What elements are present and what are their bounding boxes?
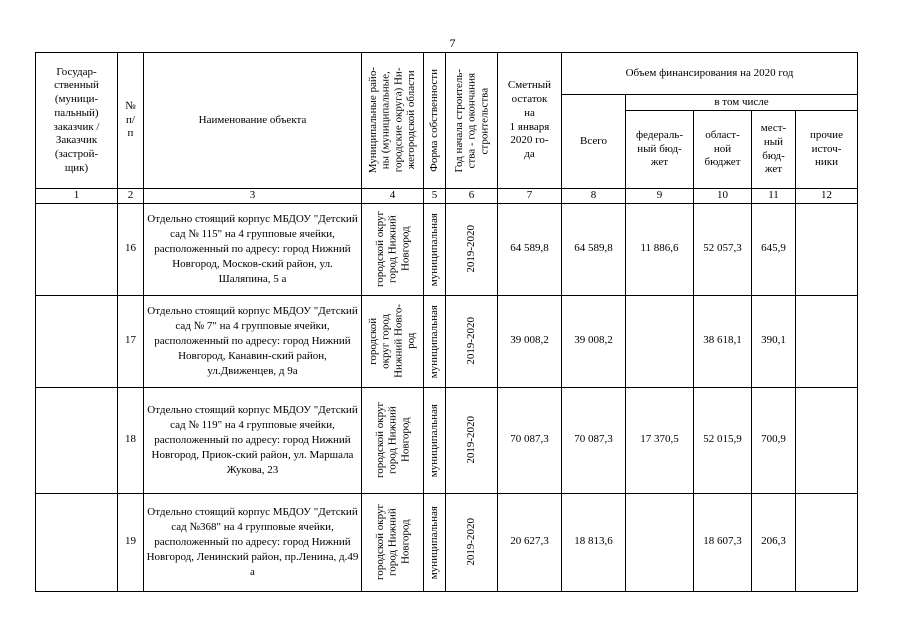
- column-number: 10: [694, 189, 752, 204]
- cell-years: 2019-2020: [446, 295, 498, 387]
- cell-customer: [36, 203, 118, 295]
- cell-estimate: 39 008,2: [498, 295, 562, 387]
- header-estimate: Сметный остаток на 1 января 2020 го- да: [498, 53, 562, 189]
- financing-table: [35, 52, 858, 592]
- column-number: 4: [362, 189, 424, 204]
- column-number: 2: [118, 189, 144, 204]
- cell-years: 2019-2020: [446, 493, 498, 591]
- header-including: в том числе: [626, 95, 858, 111]
- cell-years: 2019-2020: [446, 387, 498, 493]
- cell-local: 645,9: [752, 203, 796, 295]
- cell-num: 18: [118, 387, 144, 493]
- cell-estimate: 20 627,3: [498, 493, 562, 591]
- column-number: 6: [446, 189, 498, 204]
- cell-num: 17: [118, 295, 144, 387]
- cell-customer: [36, 295, 118, 387]
- cell-regional: 38 618,1: [694, 295, 752, 387]
- header-financing: Объем финансирования на 2020 год: [562, 53, 858, 95]
- cell-district: городской округ город Нижний Новгород: [362, 493, 424, 591]
- cell-num: 16: [118, 203, 144, 295]
- header-total: Всего: [562, 95, 626, 189]
- column-number: 7: [498, 189, 562, 204]
- table-row: [36, 203, 858, 295]
- cell-ownership: муниципальная: [424, 203, 446, 295]
- column-number: 1: [36, 189, 118, 204]
- header-regional: област- ной бюджет: [694, 111, 752, 189]
- cell-other: [796, 203, 858, 295]
- header-row-1: [36, 53, 858, 95]
- cell-ownership: муниципальная: [424, 295, 446, 387]
- table-row: [36, 387, 858, 493]
- cell-object-name: Отдельно стоящий корпус МБДОУ "Детский сад №368" на 4 групповые ячейки, расположенный по адресу: город Нижний Новгород, Ленинский район, пр.Ленина, д.49 а: [144, 493, 362, 591]
- cell-other: [796, 295, 858, 387]
- cell-customer: [36, 387, 118, 493]
- header-num: № п/ п: [118, 53, 144, 189]
- column-number: 8: [562, 189, 626, 204]
- header-object-name: Наименование объекта: [144, 53, 362, 189]
- header-other: прочие источ- ники: [796, 111, 858, 189]
- cell-num: 19: [118, 493, 144, 591]
- cell-other: [796, 493, 858, 591]
- cell-total: 70 087,3: [562, 387, 626, 493]
- cell-federal: [626, 493, 694, 591]
- cell-federal: [626, 295, 694, 387]
- cell-ownership: муниципальная: [424, 493, 446, 591]
- cell-district: городской округ город Нижний Новгород: [362, 203, 424, 295]
- cell-regional: 52 015,9: [694, 387, 752, 493]
- table-row: [36, 493, 858, 591]
- column-number: 5: [424, 189, 446, 204]
- cell-estimate: 64 589,8: [498, 203, 562, 295]
- column-number-row: [36, 189, 858, 204]
- cell-other: [796, 387, 858, 493]
- cell-federal: 17 370,5: [626, 387, 694, 493]
- cell-object-name: Отдельно стоящий корпус МБДОУ "Детский сад № 115" на 4 групповые ячейки, расположенный по адресу: город Нижний Новгород, Москов-ский район, ул. Шаляпина, 5 а: [144, 203, 362, 295]
- cell-local: 700,9: [752, 387, 796, 493]
- header-ownership: Форма собственности: [424, 53, 446, 189]
- cell-local: 390,1: [752, 295, 796, 387]
- column-number: 12: [796, 189, 858, 204]
- cell-object-name: Отдельно стоящий корпус МБДОУ "Детский сад № 7" на 4 групповые ячейки, расположенный по адресу: город Нижний Новгород, Канавин-ский район, ул.Движенцев, д 9а: [144, 295, 362, 387]
- cell-object-name: Отдельно стоящий корпус МБДОУ "Детский сад № 119" на 4 групповые ячейки, расположенный по адресу: город Нижний Новгород, Приок-ский район, ул. Маршала Жукова, 23: [144, 387, 362, 493]
- cell-total: 18 813,6: [562, 493, 626, 591]
- header-districts: Муниципальные райо- ны (муниципальные, городские округа) Ни- жегородской области: [362, 53, 424, 189]
- cell-total: 39 008,2: [562, 295, 626, 387]
- header-customer: Государ- ственный (муници- пальный) заказчик / Заказчик (застрой- щик): [36, 53, 118, 189]
- cell-total: 64 589,8: [562, 203, 626, 295]
- header-federal: федераль- ный бюд- жет: [626, 111, 694, 189]
- cell-regional: 52 057,3: [694, 203, 752, 295]
- cell-regional: 18 607,3: [694, 493, 752, 591]
- cell-years: 2019-2020: [446, 203, 498, 295]
- cell-district: городской округ город Нижний Новго- род: [362, 295, 424, 387]
- cell-district: городской округ город Нижний Новгород: [362, 387, 424, 493]
- cell-ownership: муниципальная: [424, 387, 446, 493]
- cell-federal: 11 886,6: [626, 203, 694, 295]
- header-years: Год начала строитель- ства - год окончания строительства: [446, 53, 498, 189]
- column-number: 11: [752, 189, 796, 204]
- header-local: мест- ный бюд- жет: [752, 111, 796, 189]
- cell-local: 206,3: [752, 493, 796, 591]
- table-row: [36, 295, 858, 387]
- column-number: 9: [626, 189, 694, 204]
- column-number: 3: [144, 189, 362, 204]
- cell-customer: [36, 493, 118, 591]
- cell-estimate: 70 087,3: [498, 387, 562, 493]
- page-number: 7: [449, 36, 456, 50]
